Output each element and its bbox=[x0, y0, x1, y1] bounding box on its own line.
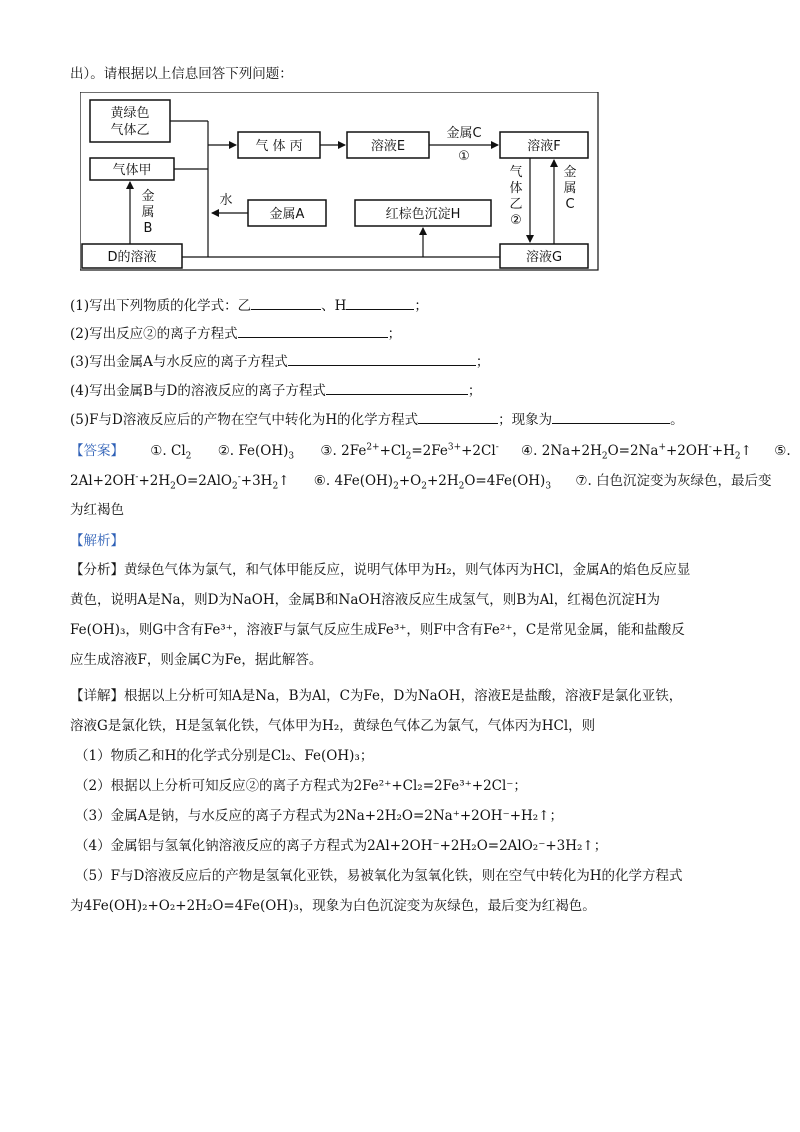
box-solution-f-label: 溶液F bbox=[527, 139, 561, 154]
box-gas-bing-label: 气 体 丙 bbox=[255, 139, 303, 154]
label-metal-b-2: 属 bbox=[141, 205, 155, 220]
label-metal-c-vert-2: 属 bbox=[563, 181, 577, 196]
detail-5-line-1: （5）F与D溶液反应后的产物是氢氧化亚铁，易被氧化为氢氧化铁，则在空气中转化为H的化学方程式 bbox=[75, 868, 683, 884]
intro-text: 出）。请根据以上信息回答下列问题： bbox=[70, 66, 293, 82]
label-reaction-2: ② bbox=[510, 213, 522, 228]
fenxi-line-2: 黄色，说明A是Na，则D为NaOH，金属B和NaOH溶液反应生成氢气，则B为Al，红褐色沉淀H为 bbox=[70, 592, 661, 608]
analysis-label: 【解析】 bbox=[70, 533, 124, 549]
detail-5-line-2: 为4Fe(OH)₂+O₂+2H₂O=4Fe(OH)₃，现象为白色沉淀变为灰绿色，最后变为红褐色。 bbox=[70, 898, 596, 914]
detail-1: （1）物质乙和H的化学式分别是Cl₂、Fe(OH)₃； bbox=[75, 748, 374, 764]
fenxi-line-1: 【分析】黄绿色气体为氯气，和气体甲能反应，说明气体甲为H₂，则气体丙为HCl，金属A的焰色反应显 bbox=[70, 562, 691, 578]
answer-line-2: $2Al+2OH^-+2H_2O=2AlO_2^-+3H_2↑$ ⑥. $4Fe(OH)_2+O_2+2H_2O=4Fe(OH)_3$ ⑦. 白色沉淀变为灰绿色，最后变 bbox=[70, 472, 772, 492]
fenxi-line-4: 应生成溶液F，则金属C为Fe，据此解答。 bbox=[70, 652, 323, 668]
reaction-flow-diagram bbox=[80, 92, 600, 272]
label-metal-b-1: 金 bbox=[141, 189, 155, 204]
label-reaction-1: ① bbox=[458, 149, 470, 164]
label-metal-c-vert-1: 金 bbox=[563, 165, 577, 180]
detail-3: （3）金属A是钠，与水反应的离子方程式为2Na+2H₂O=2Na⁺+2OH⁻+H₂↑； bbox=[75, 808, 564, 824]
box-solution-g-label: 溶液G bbox=[525, 250, 563, 265]
box-gas-jia-label: 气体甲 bbox=[112, 163, 152, 178]
answer-label: 【答案】 bbox=[70, 443, 124, 459]
label-gas-yi-3: 乙 bbox=[509, 197, 523, 212]
box-d-solution-label: D的溶液 bbox=[107, 250, 157, 265]
box-red-brown-precipitate-label: 红棕色沉淀H bbox=[385, 207, 461, 222]
question-5: (5)F与D溶液反应后的产物在空气中转化为H的化学方程式 ；现象为 。 bbox=[70, 412, 684, 428]
xiangjie-line-1: 【详解】根据以上分析可知A是Na，B为Al，C为Fe，D为NaOH，溶液E是盐酸，溶液F是氯化亚铁， bbox=[70, 688, 683, 704]
label-metal-c: 金属C bbox=[446, 126, 482, 141]
question-4: (4)写出金属B与D的溶液反应的离子方程式 ； bbox=[70, 383, 482, 399]
fenxi-line-3: Fe(OH)₃，则G中含有Fe³⁺，溶液F与氯气反应生成Fe³⁺，则F中含有Fe²⁺，C是常见金属，能和盐酸反 bbox=[70, 622, 685, 638]
detail-4: （4）金属铝与氢氧化钠溶液反应的离子方程式为2Al+2OH⁻+2H₂O=2AlO₂⁻+3H₂↑； bbox=[75, 838, 608, 854]
detail-2: （2）根据以上分析可知反应②的离子方程式为2Fe²⁺+Cl₂=2Fe³⁺+2Cl⁻； bbox=[75, 778, 527, 794]
label-gas-yi-1: 气 bbox=[509, 165, 523, 180]
label-metal-c-vert-3: C bbox=[565, 197, 575, 212]
label-gas-yi-2: 体 bbox=[509, 181, 523, 196]
question-2: (2)写出反应②的离子方程式 ； bbox=[70, 326, 402, 342]
xiangjie-line-2: 溶液G是氯化铁，H是氢氧化铁，气体甲为H₂，黄绿色气体乙为氯气，气体丙为HCl，则 bbox=[70, 718, 596, 734]
box-metal-a-label: 金属A bbox=[269, 207, 305, 222]
box-yellow-green-gas-line1: 黄绿色 bbox=[110, 106, 150, 121]
box-yellow-green-gas-line2: 气体乙 bbox=[110, 123, 150, 138]
box-solution-e-label: 溶液E bbox=[370, 139, 406, 154]
question-3: (3)写出金属A与水反应的离子方程式 ； bbox=[70, 354, 490, 370]
question-1: (1)写出下列物质的化学式：乙 、H ； bbox=[70, 298, 428, 314]
answer-line-1: 【答案】 ①. $Cl_2$ ②. $Fe(OH)_3$ ③. $2Fe^{2+}+Cl_2=2Fe^{3+}+2Cl^-$ ④. $2Na+2H_2O=2Na^++2OH^-+H_2↑$ ⑤. bbox=[70, 442, 791, 462]
label-metal-b-3: B bbox=[143, 221, 153, 236]
label-water: 水 bbox=[219, 193, 233, 208]
answer-line-3: 为红褐色 bbox=[70, 502, 124, 518]
